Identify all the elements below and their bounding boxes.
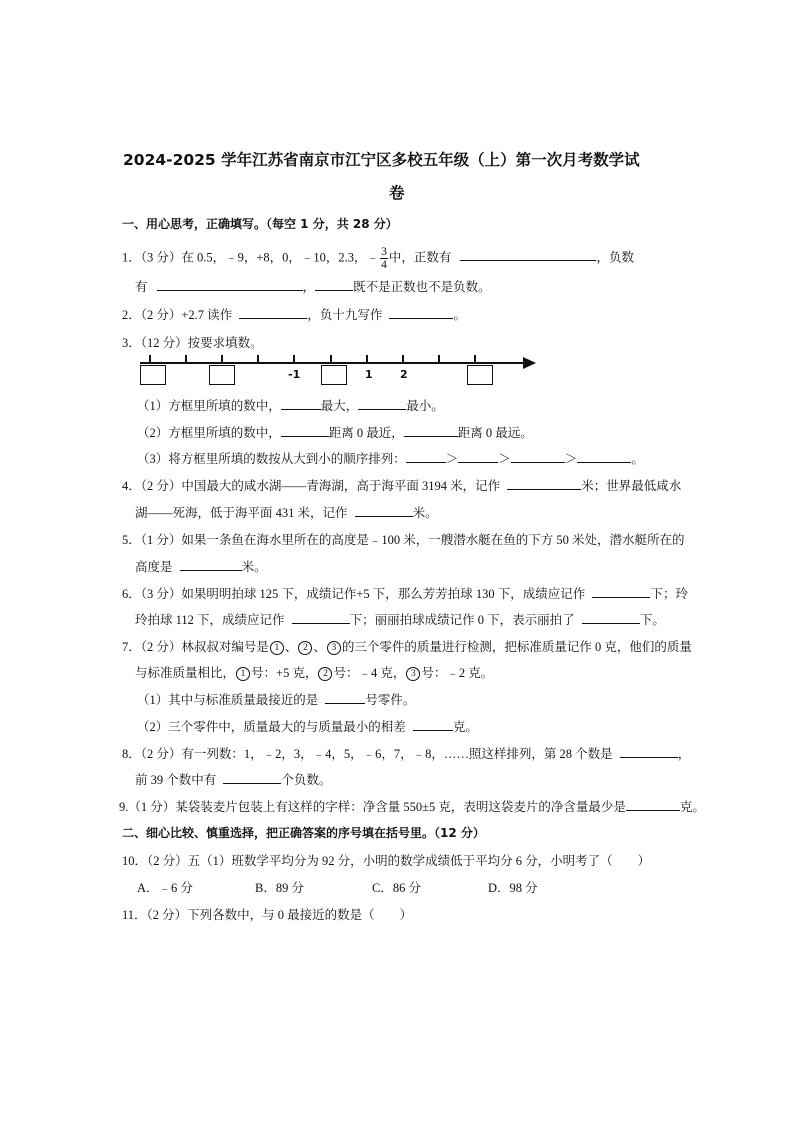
q2-blank-write[interactable]	[389, 307, 453, 319]
q3-sub2-mid: 距离 0 最近，	[328, 426, 404, 440]
number-line-arrow-icon	[523, 357, 536, 369]
q3-sub3-end: 。	[631, 452, 644, 466]
q3-sub2-end: 距离 0 最远。	[457, 426, 533, 440]
q2-blank-read[interactable]	[239, 307, 307, 319]
number-line-tick	[402, 355, 404, 363]
number-line-tick	[185, 355, 187, 363]
circled-number-3: 3	[406, 667, 420, 681]
number-line	[140, 354, 535, 388]
q7-sub1-blank[interactable]	[325, 692, 365, 704]
q9-end: 克。	[679, 800, 705, 814]
q6-blank-lili[interactable]	[582, 612, 640, 624]
number-line-tick	[257, 355, 259, 363]
q7-sub2-end: 克。	[452, 720, 478, 734]
q8-line1-end: ，	[677, 747, 691, 761]
separator: 、	[284, 640, 298, 654]
number-line-label-neg1: -1	[288, 368, 301, 381]
q10-option-b[interactable]: B．89 分	[255, 881, 304, 895]
q6-line1-end: 下；玲	[650, 587, 688, 601]
q8-line2-prefix: 前 39 个数中有	[135, 773, 217, 787]
number-line-answer-box[interactable]	[467, 365, 493, 385]
question-2	[122, 305, 466, 323]
number-line-label-2: 2	[400, 368, 408, 381]
number-line-answer-box[interactable]	[321, 365, 347, 385]
q3-sub3-prefix: （3）将方框里所填的数按从大到小的顺序排列：	[137, 452, 406, 466]
question-3-sub1	[137, 396, 444, 414]
q3-sub1-mid: 最大，	[320, 399, 359, 413]
number-line-tick	[293, 355, 295, 363]
q9-blank-min-weight[interactable]	[626, 799, 680, 811]
q3-sub3-blank-3[interactable]	[511, 451, 565, 463]
number-line-tick	[221, 355, 223, 363]
q1-line2-start: 有	[135, 280, 148, 294]
section1-heading: 一、用心思考，正确填写。（每空 1 分，共 28 分）	[122, 217, 398, 231]
q1-fraction-denominator: 4	[381, 259, 387, 271]
q1-fraction	[380, 246, 388, 271]
question-10: 10．（2 分）五（1）班数学平均分为 92 分，小明的数学成绩低于平均分 6 分，小明考了（ ）	[122, 854, 651, 868]
greater-than-symbol: ＞	[564, 452, 578, 466]
q1-fraction-numerator: 3	[381, 246, 387, 258]
q5-line2-prefix: 高度是	[135, 560, 173, 574]
q3-sub1-end: 最小。	[406, 399, 444, 413]
q3-sub3-blank-4[interactable]	[577, 451, 631, 463]
q4-line1-end: 米；世界最低咸水	[581, 479, 682, 493]
circled-number-2: 2	[318, 667, 332, 681]
question-11: 11．（2 分）下列各数中，与 0 最接近的数是（ ）	[122, 908, 413, 922]
question-6-line1	[122, 584, 688, 602]
q1-blank-neither[interactable]	[315, 279, 353, 291]
document-title-line1: 2024-2025 学年江苏省南京市江宁区多校五年级（上）第一次月考数学试	[123, 151, 640, 169]
q6-line2-prefix: 玲拍球 112 下，成绩应记作	[135, 613, 285, 627]
q1-fraction-sign: ﹣	[366, 250, 380, 265]
question-3-sub2	[137, 423, 533, 441]
q7-line1-end: 的三个零件的质量进行检测，把标准质量记作 0 克，他们的质量	[341, 640, 692, 654]
q4-line2-end: 米。	[412, 506, 438, 520]
circled-number-1: 1	[236, 667, 250, 681]
q1-end: ，负数	[596, 250, 634, 265]
number-line-tick	[438, 355, 440, 363]
q7-sub2-blank[interactable]	[413, 719, 453, 731]
question-3-sub3	[137, 449, 644, 467]
q7-line2-prefix: 与标准质量相比，	[135, 666, 236, 680]
q7-sub1-end: 号零件。	[365, 693, 416, 707]
question-5-line1: 5．（1 分）如果一条鱼在海水里所在的高度是﹣100 米，一艘潜水艇在鱼的下方 50 米处，潜水艇所在的	[122, 533, 685, 547]
q4-line2-prefix: 湖——死海，低于海平面 431 米，记作	[135, 506, 348, 520]
q4-line1-prefix: 4．（2 分）中国最大的咸水湖——青海湖，高于海平面 3194 米，记作	[122, 479, 501, 493]
question-7-line1	[122, 637, 692, 655]
greater-than-symbol: ＞	[445, 452, 459, 466]
question-4-line2	[135, 503, 438, 521]
q3-sub3-blank-2[interactable]	[458, 451, 498, 463]
q6-line1-prefix: 6．（3 分）如果明明拍球 125 下，成绩记作+5 下，那么芳芳拍球 130 下，成绩应记作	[122, 587, 586, 601]
q2-mid: ，负十九写作	[307, 308, 383, 322]
question-9	[119, 797, 705, 815]
q4-blank-qinghai[interactable]	[507, 478, 581, 490]
document-title-line2: 卷	[389, 184, 405, 202]
q5-line2-end: 米。	[241, 560, 267, 574]
separator: 、	[313, 640, 326, 654]
question-6-line2	[135, 610, 665, 628]
q10-option-d[interactable]: D．98 分	[488, 881, 538, 895]
q3-sub1-blank-min[interactable]	[358, 398, 406, 410]
question-8-line1	[122, 744, 690, 762]
q3-sub2-blank-nearest[interactable]	[281, 425, 329, 437]
number-line-axis	[140, 362, 525, 364]
q7-sub1-prefix: （1）其中与标准质量最接近的是	[137, 693, 319, 707]
question-7-line2	[135, 663, 493, 681]
q10-option-a[interactable]: A．﹣6 分	[137, 881, 193, 895]
q1-blank-negative[interactable]	[157, 279, 303, 291]
question-7-sub2	[137, 717, 478, 735]
q1-line2-end: 既不是正数也不是负数。	[353, 280, 491, 294]
q7-sub2-prefix: （2）三个零件中，质量最大的与质量最小的相差	[137, 720, 406, 734]
number-line-answer-box[interactable]	[140, 365, 166, 385]
q7-line1-prefix: 7．（2 分）林叔叔对编号是	[122, 640, 269, 654]
q1-prefix: 1．（3 分）在 0.5，﹣9，+8，0，﹣10，2.3，	[122, 250, 367, 265]
q7-part1: 号：+5 克，	[251, 666, 318, 680]
q2-end: 。	[453, 308, 466, 322]
q6-line2-end: 下。	[639, 613, 665, 627]
number-line-tick	[330, 355, 332, 363]
number-line-tick	[474, 355, 476, 363]
q5-blank-height[interactable]	[180, 559, 242, 571]
number-line-answer-box[interactable]	[209, 365, 235, 385]
q1-blank-positive[interactable]	[460, 249, 596, 261]
circled-number-2: 2	[298, 641, 312, 655]
question-3-prompt: 3．（12 分）按要求填数。	[122, 336, 263, 350]
q3-sub3-blank-1[interactable]	[406, 451, 446, 463]
q8-blank-28th[interactable]	[620, 746, 678, 758]
greater-than-symbol: ＞	[498, 452, 511, 466]
question-1-line2: 有 ， 既不是正数也不是负数。	[135, 280, 491, 294]
q7-part3: 号：﹣2 克。	[421, 666, 494, 680]
q3-sub1-prefix: （1）方框里所填的数中，	[137, 399, 281, 413]
q6-blank-lingling[interactable]	[292, 612, 350, 624]
question-7-sub1	[137, 690, 415, 708]
circled-number-1: 1	[270, 641, 284, 655]
q2-prefix: 2．（2 分）+2.7 读作	[122, 308, 233, 322]
q10-option-c[interactable]: C．86 分	[372, 881, 421, 895]
q7-part2: 号：﹣4 克，	[333, 666, 406, 680]
q8-line1-prefix: 8．（2 分）有一列数：1，﹣2，3，﹣4，5，﹣6，7，﹣8，……照这样排列，第 28 个数是	[122, 747, 613, 761]
question-1-line1	[122, 246, 634, 271]
question-8-line2	[135, 770, 331, 788]
q8-blank-negatives[interactable]	[223, 772, 281, 784]
number-line-tick	[149, 355, 151, 363]
number-line-label-1: 1	[365, 368, 373, 381]
q4-blank-deadsea[interactable]	[355, 505, 413, 517]
q1-mid: 中，正数有	[388, 250, 452, 265]
circled-number-3: 3	[327, 641, 341, 655]
section2-heading: 二、细心比较、慎重选择，把正确答案的序号填在括号里。（12 分）	[122, 826, 485, 840]
q3-sub1-blank-max[interactable]	[281, 398, 321, 410]
q3-sub2-blank-farthest[interactable]	[404, 425, 458, 437]
question-5-line2	[135, 557, 267, 575]
q8-line2-end: 个负数。	[281, 773, 332, 787]
question-4-line1	[122, 476, 681, 494]
q6-line2-mid: 下；丽丽拍球成绩记作 0 下，表示丽拍了	[349, 613, 575, 627]
q9-prefix: 9.（1 分）某袋装麦片包装上有这样的字样：净含量 550±5 克，表明这袋麦片的净含量最少是	[119, 800, 626, 814]
q3-sub2-prefix: （2）方框里所填的数中，	[137, 426, 281, 440]
q6-blank-fangfang[interactable]	[592, 586, 650, 598]
number-line-tick	[366, 355, 368, 363]
